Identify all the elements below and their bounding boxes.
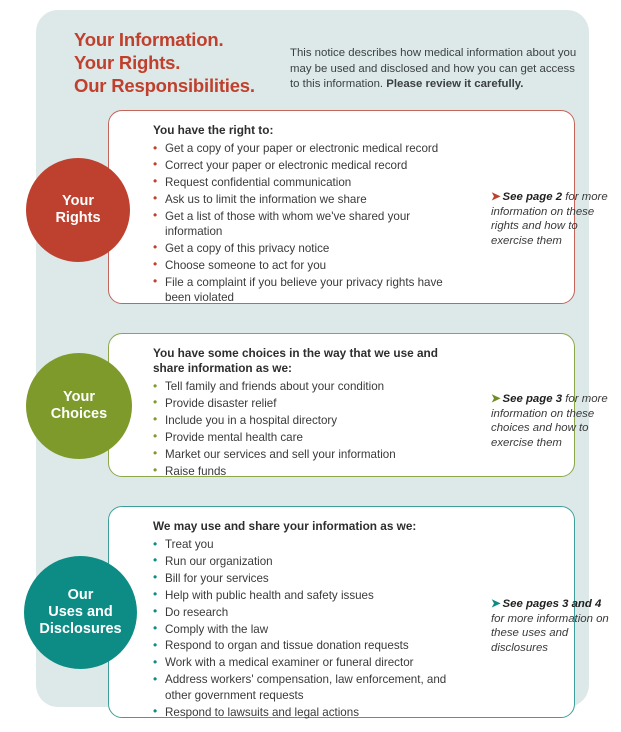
list-item: • Provide mental health care bbox=[153, 430, 453, 445]
choices-list bbox=[153, 379, 453, 479]
notice-emphasis: Please review it carefully. bbox=[386, 78, 524, 91]
badge-line-2: Choices bbox=[50, 406, 108, 422]
list-item: • Include you in a hospital directory bbox=[153, 413, 453, 428]
page-title bbox=[74, 28, 314, 97]
card-our-uses-and-disclosures bbox=[108, 506, 609, 719]
list-item: • Run our organization bbox=[153, 554, 453, 569]
badge-line-1: Your bbox=[63, 389, 95, 405]
card-heading: You have some choices in the way that we use and share information as we: bbox=[153, 346, 438, 375]
list-item: • Help with public health and safety issues bbox=[153, 588, 453, 603]
list-item: • Get a copy of your paper or electronic medical record bbox=[153, 141, 453, 156]
badge-line-2: Rights bbox=[55, 210, 101, 226]
badge-line-1: Your bbox=[62, 193, 94, 209]
list-item: • Get a copy of this privacy notice bbox=[153, 241, 453, 256]
see-page-rest: for more information on these uses and disclosures bbox=[491, 612, 609, 654]
list-item: • Get a list of those with whom we've shared your information bbox=[153, 209, 453, 240]
rights-list bbox=[153, 141, 453, 306]
see-page-reference bbox=[491, 597, 617, 655]
list-item: • Choose someone to act for you bbox=[153, 258, 453, 273]
list-item: • Correct your paper or electronic medical record bbox=[153, 158, 453, 173]
badge-line-1: Our bbox=[67, 587, 94, 603]
see-page-reference bbox=[491, 190, 611, 248]
list-item: • Market our services and sell your information bbox=[153, 447, 453, 462]
title-line-1: Your Information. bbox=[74, 29, 224, 50]
see-page-link: See page 2 bbox=[502, 191, 563, 203]
list-item: • Do research bbox=[153, 605, 453, 620]
list-item: • Bill for your services bbox=[153, 571, 453, 586]
card-heading: You have the right to: bbox=[153, 123, 274, 137]
notice-text: This notice describes how medical information about you may be used and disclosed and how you can get access to this information. bbox=[290, 47, 577, 91]
list-item: • Treat you bbox=[153, 537, 453, 552]
list-item: • Raise funds bbox=[153, 464, 453, 479]
see-page-rest: for more information on these rights and how to exercise them bbox=[491, 191, 608, 247]
arrow-right-icon: ➤ bbox=[491, 598, 500, 610]
card-heading: We may use and share your information as we: bbox=[153, 519, 417, 533]
list-item: • Ask us to limit the information we share bbox=[153, 192, 453, 207]
document-header bbox=[74, 28, 579, 100]
list-item: • Respond to lawsuits and legal actions bbox=[153, 705, 453, 720]
list-item: • Provide disaster relief bbox=[153, 396, 453, 411]
badge-our-uses-and-disclosures bbox=[24, 556, 137, 669]
list-item: • Work with a medical examiner or funeral director bbox=[153, 655, 453, 670]
see-page-rest: for more information on these choices and how to exercise them bbox=[491, 393, 608, 449]
card-your-choices bbox=[108, 333, 608, 478]
list-item: • Comply with the law bbox=[153, 622, 453, 637]
badge-your-choices bbox=[26, 353, 132, 459]
list-item: • Respond to organ and tissue donation requests bbox=[153, 638, 453, 653]
badge-your-rights bbox=[26, 158, 130, 262]
title-line-2: Your Rights. bbox=[74, 52, 181, 73]
uses-list bbox=[153, 537, 453, 720]
list-item: • Address workers' compensation, law enforcement, and other government requests bbox=[153, 672, 453, 703]
list-item: • Request confidential communication bbox=[153, 175, 453, 190]
badge-line-2: Uses and bbox=[48, 604, 113, 620]
list-item: • Tell family and friends about your condition bbox=[153, 379, 453, 394]
badge-line-3: Disclosures bbox=[39, 621, 122, 637]
see-page-link: See pages 3 and 4 bbox=[502, 598, 602, 610]
title-line-3: Our Responsibilities. bbox=[74, 75, 255, 96]
card-your-rights bbox=[108, 110, 608, 305]
arrow-right-icon: ➤ bbox=[491, 191, 500, 203]
notice-description bbox=[290, 46, 580, 93]
see-page-reference bbox=[491, 392, 611, 450]
arrow-right-icon: ➤ bbox=[491, 393, 500, 405]
list-item: • File a complaint if you believe your privacy rights have been violated bbox=[153, 275, 453, 306]
see-page-link: See page 3 bbox=[502, 393, 563, 405]
